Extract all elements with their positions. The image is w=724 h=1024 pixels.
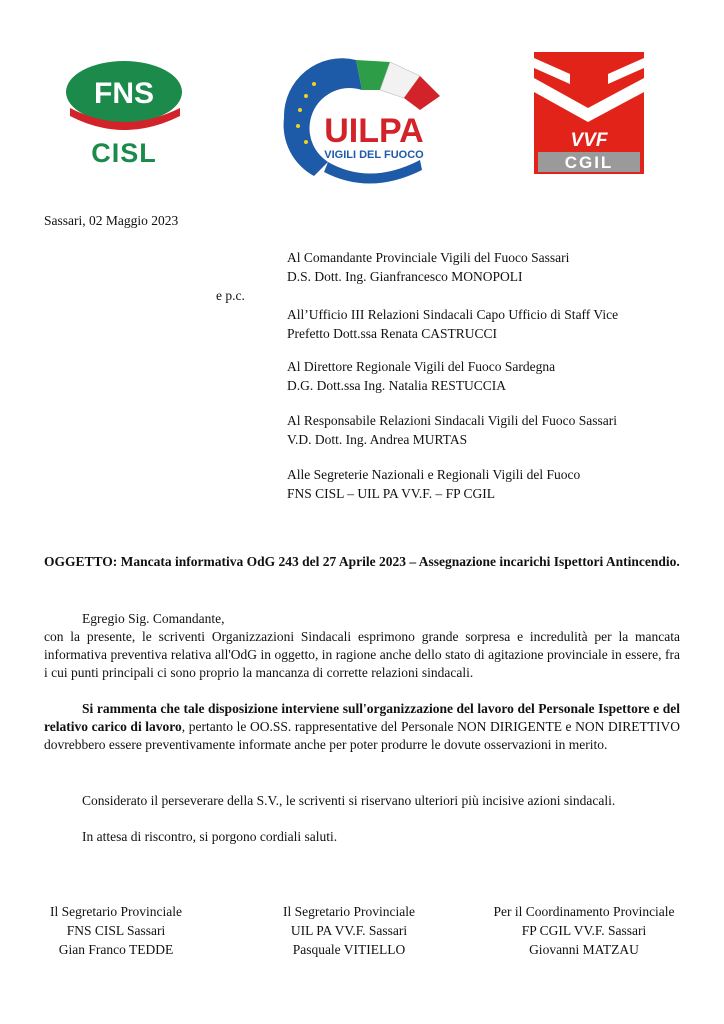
addressee-line: FNS CISL – UIL PA VV.F. – FP CGIL <box>287 486 495 501</box>
addressee-block <box>287 357 555 395</box>
body-paragraph-3: Considerato il perseverare della S.V., le scriventi si riservano ulteriori più incisive azioni sindacali. <box>82 793 616 808</box>
addressee-block <box>287 305 618 343</box>
signature-name: Gian Franco TEDDE <box>58 942 174 957</box>
uilpa-logo <box>270 50 442 190</box>
closing-paragraph: In attesa di riscontro, si porgono cordiali saluti. <box>82 829 338 844</box>
letter-subject: OGGETTO: Mancata informativa OdG 243 del 27 Aprile 2023 – Assegnazione incarichi Ispettori Antincendio. <box>44 554 680 569</box>
body-paragraph-2 <box>44 700 680 754</box>
signature-role: Il Segretario Provinciale <box>50 904 182 919</box>
body-paragraph-2-bold: Si rammenta che tale disposizione interviene sull'organizzazione del lavoro del Personale Ispettore e del relativo carico di lavoro <box>44 701 680 734</box>
body-paragraph-2-rest: , pertanto le OO.SS. rappresentative del Personale NON DIRIGENTE e NON DIRETTIVO dovrebbero essere preventivamente informate anche per poter produrre le dovute osservazioni in merito. <box>44 719 680 752</box>
signature-name: Pasquale VITIELLO <box>292 942 406 957</box>
fns-cisl-logo <box>64 58 186 168</box>
uilpa-logo-text-2: VIGILI DEL FUOCO <box>324 149 424 161</box>
addressee-line: Alle Segreterie Nazionali e Regionali Vigili del Fuoco <box>287 467 581 482</box>
addressee-block <box>287 411 617 449</box>
vvf-logo-text-2: CGIL <box>564 153 614 172</box>
signature-role: Per il Coordinamento Provinciale <box>493 904 675 919</box>
signature-org: FP CGIL VV.F. Sassari <box>521 923 647 938</box>
fns-logo-text-1: FNS <box>94 77 154 110</box>
addressee-line: Al Responsabile Relazioni Sindacali Vigili del Fuoco Sassari <box>287 413 618 428</box>
vvf-logo-text-1: VVF <box>570 130 608 151</box>
signature-name: Giovanni MATZAU <box>529 942 639 957</box>
addressee-line: Al Comandante Provinciale Vigili del Fuoco Sassari <box>287 250 570 265</box>
addressee-line: Prefetto Dott.ssa Renata CASTRUCCI <box>287 326 497 341</box>
signature-block <box>36 902 196 959</box>
addressee-line: V.D. Dott. Ing. Andrea MURTAS <box>287 432 468 447</box>
letter-date: Sassari, 02 Maggio 2023 <box>44 213 179 228</box>
ep-label: e p.c. <box>216 288 245 303</box>
fns-logo-text-2: CISL <box>91 138 157 168</box>
signature-block <box>478 902 690 959</box>
addressee-line: All’Ufficio III Relazioni Sindacali Capo Ufficio di Staff Vice <box>287 307 619 322</box>
signature-org: UIL PA VV.F. Sassari <box>290 923 408 938</box>
addressee-block <box>287 248 569 286</box>
body-paragraph-1: con la presente, le scriventi Organizzazioni Sindacali esprimono grande sorpresa e incredulità per la mancata informativa preventiva relativa all'OdG in oggetto, in ragione anche dello stato di agitazione provinciale in essere, fra i cui punti principali ci sono proprio la mancanza di corrette relazioni sindacali. <box>44 629 680 680</box>
signature-role: Il Segretario Provinciale <box>283 904 415 919</box>
addressee-block <box>287 465 580 503</box>
addressee-line: Al Direttore Regionale Vigili del Fuoco Sardegna <box>287 359 556 374</box>
vvf-cgil-logo <box>530 48 648 178</box>
uilpa-logo-text-1: UILPA <box>324 112 424 150</box>
greeting: Egregio Sig. Comandante, <box>82 611 225 626</box>
addressee-line: D.S. Dott. Ing. Gianfrancesco MONOPOLI <box>287 269 523 284</box>
addressee-line: D.G. Dott.ssa Ing. Natalia RESTUCCIA <box>287 378 506 393</box>
signature-org: FNS CISL Sassari <box>66 923 166 938</box>
signature-block <box>268 902 430 959</box>
